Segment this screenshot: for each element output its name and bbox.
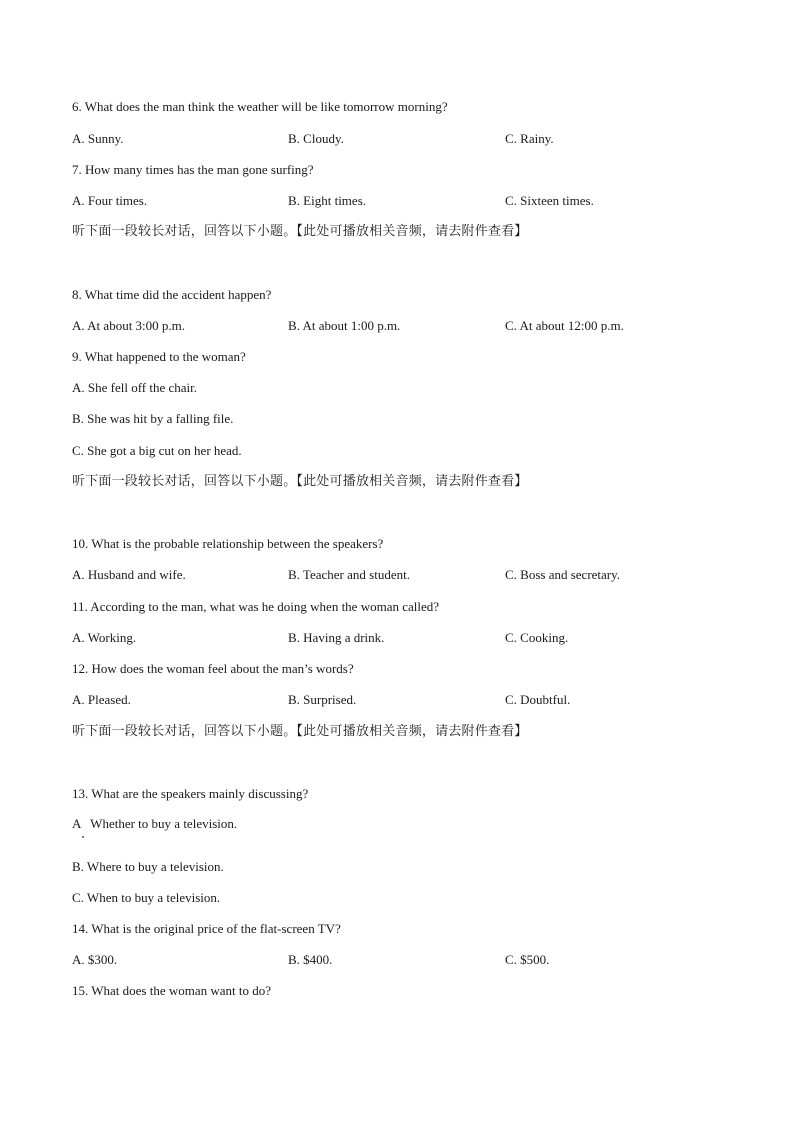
listening-instruction: 听下面一段较长对话，回答以下小题。【此处可播放相关音频，请去附件查看】 bbox=[72, 724, 528, 739]
stray-dot-mark bbox=[82, 836, 84, 838]
option-b: B. Teacher and student. bbox=[288, 567, 410, 582]
option-c: C. At about 12:00 p.m. bbox=[505, 318, 624, 333]
option-c: C. $500. bbox=[505, 952, 550, 967]
option-a: A. $300. bbox=[72, 952, 118, 967]
listening-instruction: 听下面一段较长对话，回答以下小题。【此处可播放相关音频，请去附件查看】 bbox=[72, 474, 528, 489]
question-stem: 8. What time did the accident happen? bbox=[72, 287, 272, 302]
option-b: B. Cloudy. bbox=[288, 131, 344, 146]
option-b: B. Having a drink. bbox=[288, 630, 385, 645]
question-stem: 13. What are the speakers mainly discussing? bbox=[72, 786, 309, 801]
option-b: B. $400. bbox=[288, 952, 333, 967]
option-a: A. Pleased. bbox=[72, 692, 131, 707]
option-a: A. She fell off the chair. bbox=[72, 380, 198, 395]
options-row bbox=[72, 692, 722, 708]
question-stem: 9. What happened to the woman? bbox=[72, 349, 246, 364]
option-b: B. At about 1:00 p.m. bbox=[288, 318, 401, 333]
option-a: A. Sunny. bbox=[72, 131, 124, 146]
options-row bbox=[72, 318, 722, 334]
option-c: C. Doubtful. bbox=[505, 692, 571, 707]
option-b: B. Surprised. bbox=[288, 692, 357, 707]
option-c: C. Boss and secretary. bbox=[505, 567, 621, 582]
question-stem: 10. What is the probable relationship between the speakers? bbox=[72, 536, 384, 551]
option-c: C. Sixteen times. bbox=[505, 193, 594, 208]
option-c: C. Cooking. bbox=[505, 630, 569, 645]
question-stem: 15. What does the woman want to do? bbox=[72, 983, 272, 998]
options-row bbox=[72, 193, 722, 209]
question-stem: 12. How does the woman feel about the man’s words? bbox=[72, 661, 354, 676]
options-row bbox=[72, 630, 722, 646]
option-c: C. Rainy. bbox=[505, 131, 554, 146]
option-a: A. Working. bbox=[72, 630, 137, 645]
option-b: B. Where to buy a television. bbox=[72, 859, 224, 874]
question-stem: 11. According to the man, what was he doing when the woman called? bbox=[72, 599, 440, 614]
option-b: B. Eight times. bbox=[288, 193, 366, 208]
listening-instruction: 听下面一段较长对话，回答以下小题。【此处可播放相关音频，请去附件查看】 bbox=[72, 224, 528, 239]
question-stem: 7. How many times has the man gone surfing? bbox=[72, 162, 314, 177]
question-stem: 14. What is the original price of the flat-screen TV? bbox=[72, 921, 341, 936]
option-a: A. Husband and wife. bbox=[72, 567, 186, 582]
option-a: A Whether to buy a television. bbox=[72, 816, 238, 831]
option-c: C. She got a big cut on her head. bbox=[72, 443, 242, 458]
option-b: B. She was hit by a falling file. bbox=[72, 411, 234, 426]
options-row bbox=[72, 567, 722, 583]
options-row bbox=[72, 952, 722, 968]
option-a: A. At about 3:00 p.m. bbox=[72, 318, 186, 333]
options-row bbox=[72, 131, 722, 147]
question-stem: 6. What does the man think the weather will be like tomorrow morning? bbox=[72, 99, 448, 114]
option-c: C. When to buy a television. bbox=[72, 890, 221, 905]
option-a: A. Four times. bbox=[72, 193, 148, 208]
